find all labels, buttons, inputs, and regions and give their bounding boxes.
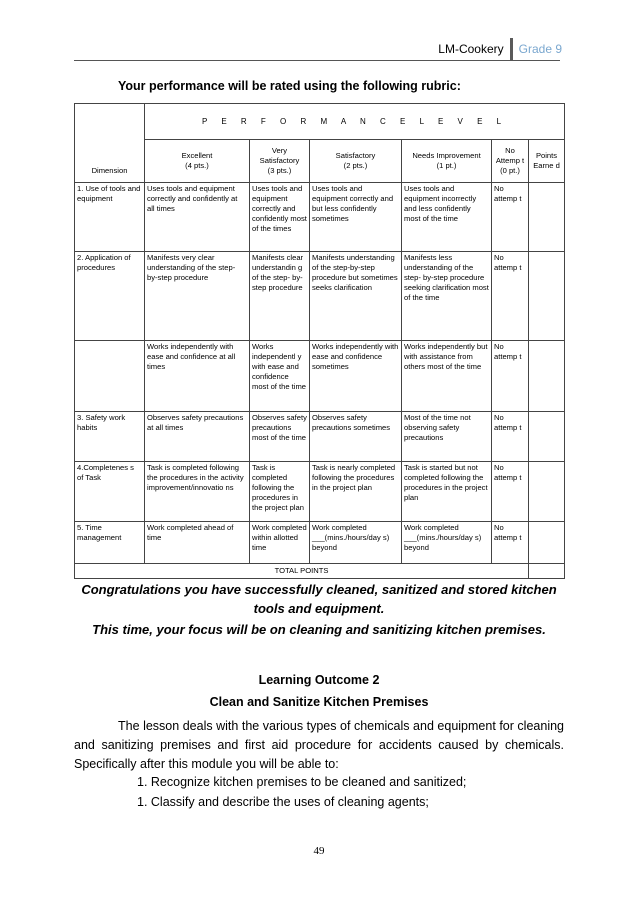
rubric-cell: Manifests understanding of the step-by-step procedure but sometimes seeks clarification	[310, 252, 402, 341]
rubric-cell: Observes safety precautions most of the time	[250, 412, 310, 462]
rubric-cell: Work completed ahead of time	[145, 522, 250, 564]
points-cell	[529, 252, 565, 341]
level-name: No Attemp t	[495, 146, 525, 165]
level-name: Needs Improvement	[412, 151, 481, 160]
rubric-cell: Observes safety precautions at all times	[145, 412, 250, 462]
rubric-cell: Manifests clear understandin g of the step- by-step procedure	[250, 252, 310, 341]
rubric-cell: No attemp t	[492, 252, 529, 341]
header-rule	[74, 60, 560, 61]
dimension-header: Dimension	[75, 104, 145, 183]
rubric-cell: Uses tools and equipment incorrectly and less confidently most of the time	[402, 183, 492, 252]
page-number: 49	[313, 845, 325, 857]
rubric-cell: No attemp t	[492, 522, 529, 564]
learning-outcome-title: Clean and Sanitize Kitchen Premises	[209, 695, 429, 709]
rubric-cell: Works independently with ease and confidence sometimes	[310, 341, 402, 412]
points-cell	[529, 183, 565, 252]
rubric-cell: Most of the time not observing safety precautions	[402, 412, 492, 462]
level-name: Satisfactory	[335, 151, 376, 160]
congrats-text: Congratulations you have successfully cleaned, sanitized and stored kitchen tools and equipment.	[81, 582, 557, 616]
level-header-excellent	[145, 140, 250, 183]
points-cell	[529, 462, 565, 522]
rubric-cell: Observes safety precautions sometimes	[310, 412, 402, 462]
points-earned-header: Points Earne d	[529, 140, 565, 183]
rubric-cell: No attemp t	[492, 341, 529, 412]
rubric-cell: Task is started but not completed following the procedures in the project plan	[402, 462, 492, 522]
learning-outcome-heading: Learning Outcome 2	[258, 673, 380, 687]
total-points-label: TOTAL POINTS	[75, 564, 529, 579]
dimension-cell: 1. Use of tools and equipment	[75, 183, 145, 252]
lesson-paragraph	[74, 717, 564, 774]
level-header-no-attempt	[492, 140, 529, 183]
rubric-table	[74, 103, 565, 579]
total-points-cell	[529, 564, 565, 579]
level-header-satisfactory	[310, 140, 402, 183]
dimension-cell: 5. Time management	[75, 522, 145, 564]
objective-item: 1. Recognize kitchen premises to be cleaned and sanitized;	[137, 775, 467, 789]
points-cell	[529, 522, 565, 564]
level-pts: (2 pts.)	[343, 161, 368, 170]
dimension-cell: 3. Safety work habits	[75, 412, 145, 462]
header-grade: Grade 9	[518, 42, 562, 56]
level-pts: (4 pts.)	[185, 161, 209, 170]
rubric-cell: Uses tools and equipment correctly and confidently most of the times	[250, 183, 310, 252]
level-header-needs-improvement	[402, 140, 492, 183]
rubric-cell: Work completed ___(mins./hours/day s) beyond	[310, 522, 402, 564]
dimension-cell	[75, 341, 145, 412]
focus-text: This time, your focus will be on cleaning and sanitizing kitchen premises.	[92, 622, 546, 637]
lesson-paragraph-text: The lesson deals with the various types of chemicals and equipment for cleaning and sanitizing premises and first aid procedure for accidents caused by chemicals. Specifically after this module you will be able to:	[74, 719, 564, 771]
rubric-cell: Manifests less understanding of the step- by-step procedure seeking clarification most of the time	[402, 252, 492, 341]
level-pts: (3 pts.)	[267, 166, 292, 175]
rubric-cell: Task is completed following the procedures in the activity improvement/innovatio ns	[145, 462, 250, 522]
level-name: Very Satisfactory	[259, 146, 300, 165]
level-pts: (0 pt.)	[500, 166, 520, 175]
header-title: LM-Cookery	[438, 42, 504, 56]
level-name: Excellent	[181, 151, 213, 160]
rubric-cell: No attemp t	[492, 412, 529, 462]
rubric-cell: Work completed within allotted time	[250, 522, 310, 564]
rubric-cell: Works independently with ease and confidence at all times	[145, 341, 250, 412]
rubric-cell: Works independently but with assistance from others most of the time	[402, 341, 492, 412]
performance-level-header: P E R F O R M A N C E L E V E L	[145, 104, 565, 140]
points-cell	[529, 341, 565, 412]
rubric-cell: No attemp t	[492, 462, 529, 522]
dimension-cell: 4.Completenes s of Task	[75, 462, 145, 522]
rubric-cell: No attemp t	[492, 183, 529, 252]
rubric-cell: Manifests very clear understanding of the step- by-step procedure	[145, 252, 250, 341]
objective-item: 1. Classify and describe the uses of cleaning agents;	[137, 795, 429, 809]
rubric-cell: Uses tools and equipment correctly and confidently at all times	[145, 183, 250, 252]
level-header-very-satisfactory	[250, 140, 310, 183]
points-cell	[529, 412, 565, 462]
dimension-cell: 2. Application of procedures	[75, 252, 145, 341]
page-header	[438, 38, 562, 60]
rubric-cell: Works independentl y with ease and confidence most of the time	[250, 341, 310, 412]
rubric-cell: Task is completed following the procedures in the project plan	[250, 462, 310, 522]
level-pts: (1 pt.)	[436, 161, 457, 170]
rubric-cell: Task is nearly completed following the procedures in the project plan	[310, 462, 402, 522]
rubric-cell: Work completed ___(mins./hours/day s) beyond	[402, 522, 492, 564]
rubric-intro: Your performance will be rated using the following rubric:	[118, 79, 461, 93]
rubric-cell: Uses tools and equipment correctly and but less confidently sometimes	[310, 183, 402, 252]
